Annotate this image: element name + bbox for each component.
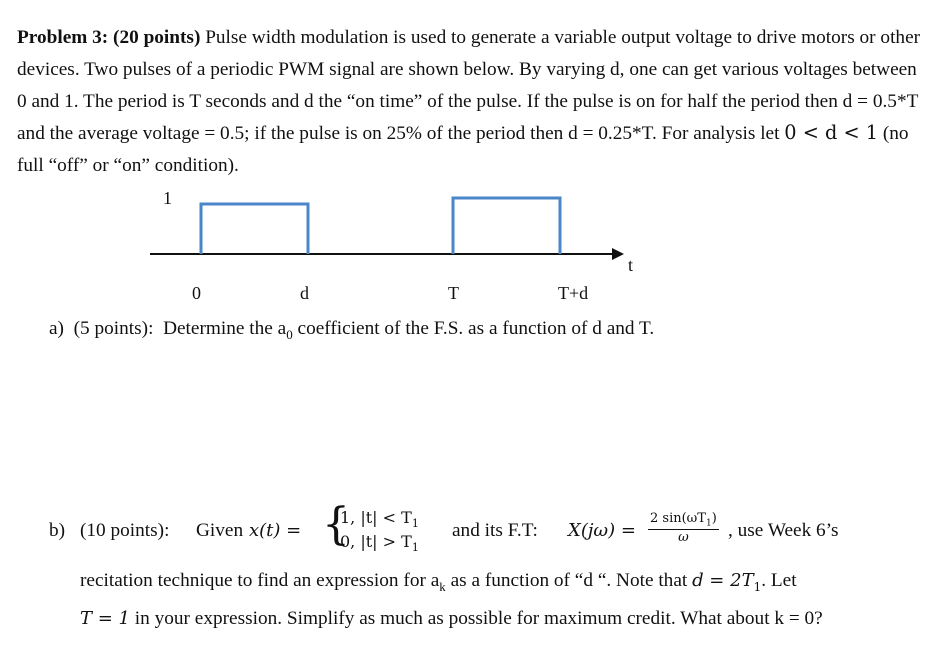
cases-brace: { [322,499,350,550]
part-a-label: a) [49,318,64,339]
part-a-text: Determine the a [163,318,287,339]
case-2: 0, $|t| > T_1$ [340,532,419,555]
case-1: 1, $|t| < T_1$ [340,508,419,531]
problem-text: Pulse width modulation is used to generate a variable output voltage to drive motors or other devices. Two pulses of a periodic PWM signal are shown below. By varying d, one can get various voltages between 0 and 1. The period is T seconds and d the “on time” of the pulse. If the pulse is on for half the period then d = 0.5*T and the average voltage = 0.5; if the pulse is on 25% of the period then d = 0.25*T. For analysis let [17,27,921,145]
amplitude-label: 1 [163,188,172,208]
ft-fraction: $\frac{2 \sin(\omega T_1)}{\omega}$ [650,511,717,545]
part-b-given: Given [196,520,244,541]
condition-note: (no full “off” or “on” condition). [17,123,909,177]
tick-label-Td: T+d [558,283,589,303]
use-week-text: , use Week 6’s [728,520,839,541]
part-a-text-after: coefficient of the F.S. as a function of d and T. [292,318,655,339]
pulse-1 [201,204,308,254]
problem-statement [17,22,929,182]
x-definition: x(t) = [249,520,302,541]
tick-label-0: 0 [192,283,201,303]
pulse-2 [453,198,560,254]
axis-arrowhead [612,248,624,260]
tick-label-T: T [448,283,459,303]
time-label: t [628,255,634,275]
part-b-points: (10 points): [80,520,170,541]
pwm-figure [0,180,944,310]
part-b-continuation: recitation technique to find an expression for $a_k$ as a function of “d “. Note that $d = 2T_1$. Let T = 1 in your expression. Simplify as much as possible for maximum credit. What about k = 0? [80,570,823,630]
tick-label-d: d [300,283,309,303]
part-b [49,499,929,630]
pwm-diagram [0,180,944,310]
problem-heading: Problem 3: [17,27,109,48]
xjw-label: X(jω) = [568,520,636,541]
part-b-line-1 [49,499,929,557]
ft-text: and its F.T: [452,520,538,541]
part-a [49,318,654,343]
condition-math: 0 < d < 1 [784,121,879,145]
part-a-subscript: 0 [286,326,293,342]
part-b-label: b) [49,520,66,541]
part-a-points: (5 points): [73,318,154,339]
problem-points: (20 points) [113,27,201,48]
